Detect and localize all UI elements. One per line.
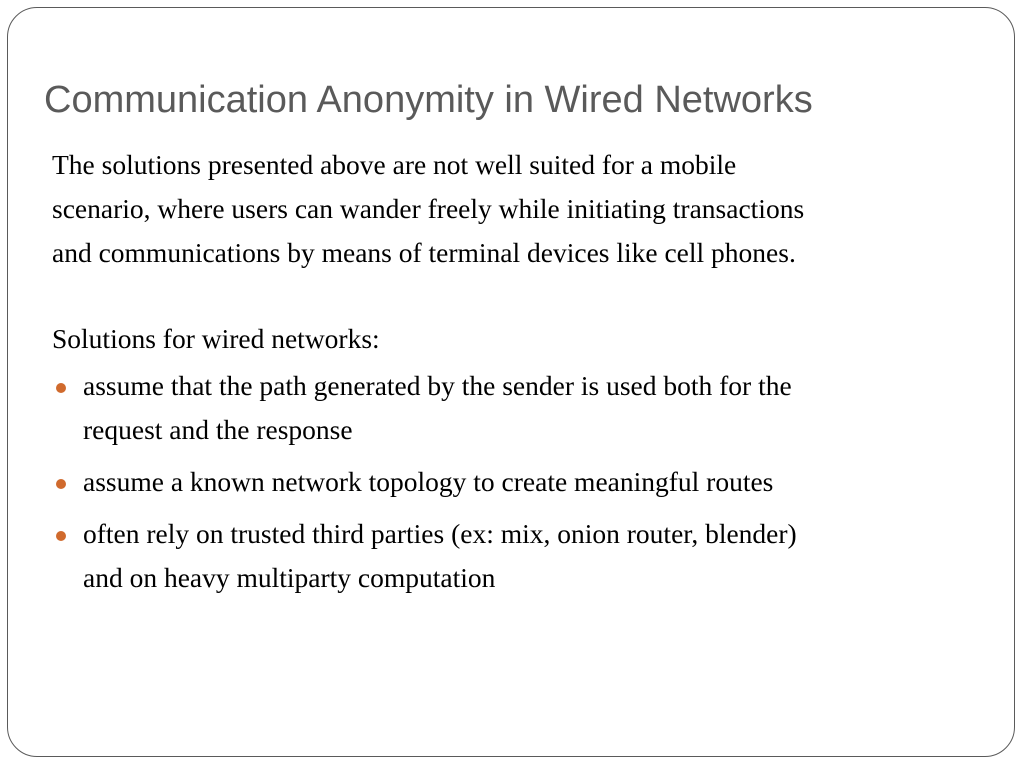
slide-body bbox=[52, 143, 982, 608]
intro-paragraph bbox=[52, 143, 982, 275]
bullet-line: assume a known network topology to create meaningful routes bbox=[83, 466, 774, 497]
bullet-dot-icon bbox=[56, 479, 66, 489]
list-item bbox=[52, 460, 982, 504]
list-item bbox=[52, 512, 982, 600]
bullet-dot-icon bbox=[56, 383, 66, 393]
slide-frame bbox=[7, 7, 1015, 757]
bullet-dot-icon bbox=[56, 531, 66, 541]
solutions-heading: Solutions for wired networks: bbox=[52, 323, 380, 354]
bullet-line: and on heavy multiparty computation bbox=[83, 562, 496, 593]
intro-line: The solutions presented above are not well suited for a mobile bbox=[52, 149, 737, 180]
bullet-line: assume that the path generated by the sender is used both for the bbox=[83, 370, 792, 401]
bullet-line: often rely on trusted third parties (ex: mix, onion router, blender) bbox=[83, 518, 797, 549]
intro-line: and communications by means of terminal devices like cell phones. bbox=[52, 237, 796, 268]
slide-title: Communication Anonymity in Wired Networks bbox=[44, 79, 813, 121]
list-item bbox=[52, 364, 982, 452]
intro-line: scenario, where users can wander freely while initiating transactions bbox=[52, 193, 805, 224]
bullet-line: request and the response bbox=[83, 414, 353, 445]
solutions-list bbox=[52, 364, 982, 600]
